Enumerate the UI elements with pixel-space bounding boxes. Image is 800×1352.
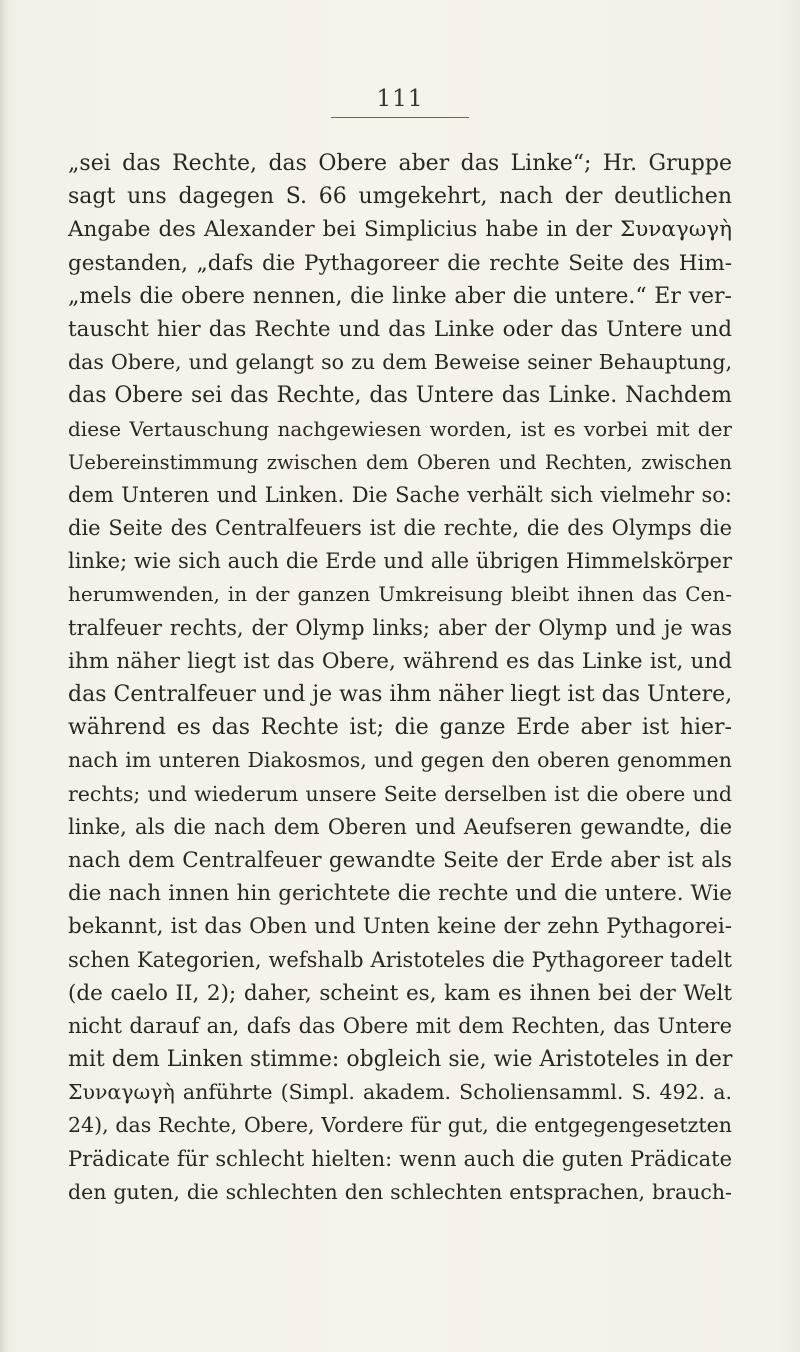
text-line: „mels die obere nennen, die linke aber die untere.“ Er ver- — [68, 283, 732, 309]
text-line: ihm näher liegt ist das Obere, während es das Linke ist, und — [68, 648, 732, 674]
header-rule — [331, 117, 469, 118]
text-line: (de caelo II, 2); daher, scheint es, kam es ihnen bei der Welt — [68, 980, 732, 1006]
body-text — [68, 147, 732, 1209]
text-line: rechts; und wiederum unsere Seite derselben ist die obere und — [68, 781, 732, 806]
text-line: den guten, die schlechten den schlechten entsprachen, brauch- — [68, 1179, 732, 1204]
text-line: die Seite des Centralfeuers ist die rechte, die des Olymps die — [68, 516, 732, 541]
text-line: bekannt, ist das Oben und Unten keine der zehn Pythagorei- — [68, 914, 732, 940]
text-line: Συναγωγὴ anführte (Simpl. akadem. Scholiensamml. S. 492. a. — [68, 1080, 732, 1105]
text-line: Prädicate für schlecht hielten: wenn auch die guten Prädicate — [68, 1146, 732, 1171]
text-line: die nach innen hin gerichtete die rechte und die untere. Wie — [68, 881, 732, 907]
text-line: mit dem Linken stimme: obgleich sie, wie Aristoteles in der — [68, 1047, 733, 1073]
text-line: tauscht hier das Rechte und das Linke oder das Untere und — [68, 316, 732, 342]
text-line: das Obere sei das Rechte, das Untere das Linke. Nachdem — [68, 383, 732, 409]
text-line: herumwenden, in der ganzen Umkreisung bleibt ihnen das Cen- — [68, 582, 732, 607]
text-line: nach dem Centralfeuer gewandte Seite der Erde aber ist als — [68, 847, 732, 873]
text-line: Uebereinstimmung zwischen dem Oberen und Rechten, zwischen — [68, 450, 732, 474]
text-line: „sei das Rechte, das Obere aber das Linke“; Hr. Gruppe — [68, 151, 732, 176]
text-line: diese Vertauschung nachgewiesen worden, ist es vorbei mit der — [68, 416, 732, 441]
text-line: 24), das Rechte, Obere, Vordere für gut, die entgegengesetzten — [68, 1113, 732, 1138]
text-line: das Centralfeuer und je was ihm näher liegt ist das Untere, — [68, 682, 733, 707]
text-line: während es das Rechte ist; die ganze Erde aber ist hier- — [68, 715, 732, 741]
text-line: das Obere, und gelangt so zu dem Beweise seiner Behauptung, — [68, 350, 732, 375]
text-line: dem Unteren und Linken. Die Sache verhält sich vielmehr so: — [68, 482, 732, 507]
text-line: linke; wie sich auch die Erde und alle übrigen Himmelskörper — [68, 549, 732, 574]
page-number: 111 — [376, 86, 424, 112]
text-line: schen Kategorien, wefshalb Aristoteles die Pythagoreer tadelt — [68, 947, 732, 972]
text-line: nicht darauf an, dafs das Obere mit dem Rechten, das Untere — [68, 1013, 732, 1038]
text-line: gestanden, „dafs die Pythagoreer die rechte Seite des Him- — [68, 250, 732, 276]
text-line: nach im unteren Diakosmos, und gegen den oberen genommen — [68, 748, 732, 773]
text-line: tralfeuer rechts, der Olymp links; aber der Olymp und je was — [68, 615, 732, 640]
text-line: Angabe des Alexander bei Simplicius habe in der Συναγωγὴ — [68, 217, 732, 243]
text-line: sagt uns dagegen S. 66 umgekehrt, nach der deutlichen — [68, 184, 732, 210]
text-line: linke, als die nach dem Oberen und Aeufseren gewandte, die — [68, 814, 732, 839]
